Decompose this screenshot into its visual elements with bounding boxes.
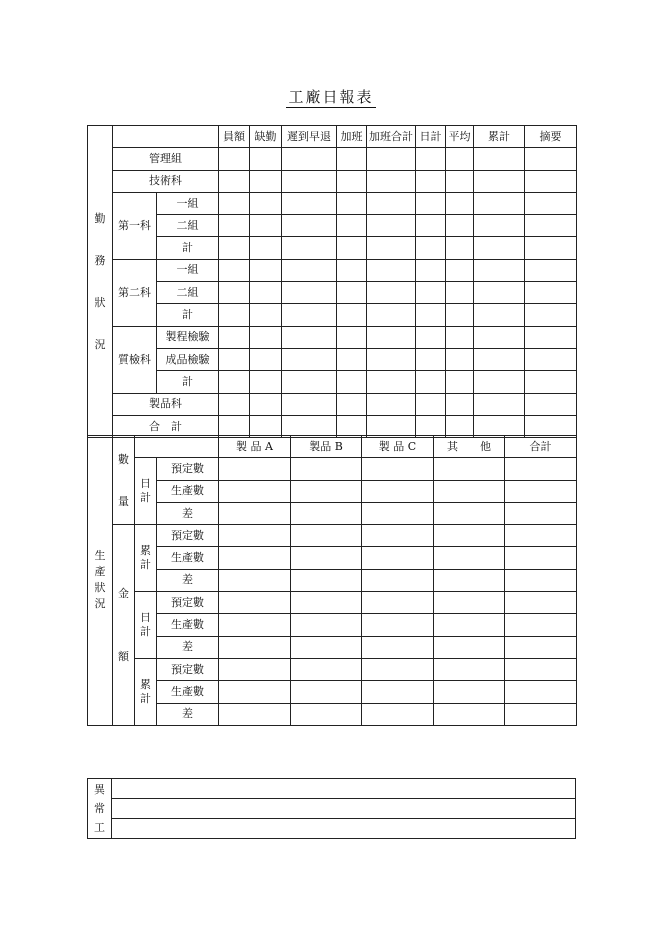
cell[interactable] [525,237,577,259]
cell[interactable] [219,170,250,192]
table-row [88,779,576,799]
cell[interactable] [337,148,367,170]
cell[interactable] [505,614,577,636]
table-row [88,237,577,259]
production-table [87,435,577,726]
row-label-diff: 差 [157,703,219,725]
row-label-group2: 二組 [157,215,219,237]
cell[interactable] [416,304,446,326]
cell[interactable] [291,525,362,547]
cell[interactable] [446,170,474,192]
cell[interactable] [219,502,291,524]
table-row [88,282,577,304]
row-label-planned: 預定數 [157,525,219,547]
cell[interactable] [525,326,577,348]
cell[interactable] [434,569,505,591]
table-row [88,170,577,192]
cell[interactable] [362,502,434,524]
cell[interactable] [434,502,505,524]
cell[interactable] [367,326,416,348]
row-label-planned: 預定數 [157,458,219,480]
qty-daily-label: 日計 [135,458,157,525]
cell[interactable] [505,658,577,680]
cell[interactable] [337,215,367,237]
abnormal-label: 異 常 工 [88,779,112,839]
cell[interactable] [367,170,416,192]
cell[interactable] [337,393,367,415]
cell[interactable] [291,547,362,569]
header-absence: 缺勤 [250,126,282,148]
row-label-planned: 預定數 [157,658,219,680]
cell[interactable] [474,192,525,214]
cell[interactable] [525,393,577,415]
cell[interactable] [219,393,250,415]
cell[interactable] [434,525,505,547]
cell[interactable] [416,237,446,259]
cell[interactable] [446,304,474,326]
cell[interactable] [474,304,525,326]
cell[interactable] [525,282,577,304]
cell[interactable] [250,170,282,192]
table-row [88,547,577,569]
cell[interactable] [250,192,282,214]
cell[interactable] [416,326,446,348]
cell[interactable] [367,282,416,304]
row-label-process-insp: 製程檢驗 [157,326,219,348]
cell[interactable] [291,458,362,480]
table-row [88,480,577,502]
report-title: 工廠日報表 [288,88,374,106]
cell[interactable] [367,148,416,170]
cell[interactable] [505,525,577,547]
cell[interactable] [219,525,291,547]
cell[interactable] [362,636,434,658]
cell[interactable] [474,282,525,304]
table-row [88,636,577,658]
cell[interactable] [525,371,577,393]
row-label-product-insp: 成品檢驗 [157,348,219,370]
row-label-qc: 質檢科 [113,326,157,393]
cell[interactable] [416,371,446,393]
cell[interactable] [250,148,282,170]
cell[interactable] [282,326,337,348]
cell[interactable] [282,237,337,259]
abnormal-line[interactable] [112,799,576,819]
cell[interactable] [446,259,474,281]
cell[interactable] [282,282,337,304]
cell[interactable] [282,259,337,281]
header-other: 其 他 [434,436,505,458]
row-label-produced: 生產數 [157,480,219,502]
table-row [88,525,577,547]
header-late: 遲到早退 [282,126,337,148]
cell[interactable] [505,502,577,524]
amt-cumulative-label: 累計 [135,658,157,725]
cell[interactable] [219,192,250,214]
row-label-subtotal: 計 [157,371,219,393]
cell[interactable] [291,681,362,703]
header-product-a: 製 品 A [219,436,291,458]
cell[interactable] [474,237,525,259]
cell[interactable] [525,170,577,192]
cell[interactable] [250,393,282,415]
cell[interactable] [434,480,505,502]
cell[interactable] [525,215,577,237]
cell[interactable] [219,237,250,259]
header-daily: 日計 [416,126,446,148]
cell[interactable] [446,393,474,415]
header-blank [113,126,219,148]
cell[interactable] [367,215,416,237]
cell[interactable] [291,658,362,680]
cell[interactable] [416,259,446,281]
cell[interactable] [362,569,434,591]
cell[interactable] [362,525,434,547]
cell[interactable] [250,371,282,393]
attendance-section-label: 勤 務 狀 況 [88,126,113,438]
cell[interactable] [337,170,367,192]
cell[interactable] [282,192,337,214]
row-label-sec2: 第二科 [113,259,157,326]
cell[interactable] [474,371,525,393]
row-label-produced: 生產數 [157,681,219,703]
row-label-group2: 二組 [157,282,219,304]
cell[interactable] [367,348,416,370]
production-section-label: 生產狀況 [88,436,113,726]
cell[interactable] [362,592,434,614]
cell[interactable] [337,348,367,370]
cell[interactable] [291,614,362,636]
cell[interactable] [416,282,446,304]
cell[interactable] [219,304,250,326]
cell[interactable] [337,192,367,214]
cell[interactable] [416,148,446,170]
cell[interactable] [282,170,337,192]
row-label-planned: 預定數 [157,592,219,614]
row-label-sec1: 第一科 [113,192,157,259]
cell[interactable] [282,348,337,370]
header-overtime: 加班 [337,126,367,148]
cell[interactable] [367,192,416,214]
header-average: 平均 [446,126,474,148]
cell[interactable] [291,636,362,658]
cell[interactable] [362,703,434,725]
table-row [88,393,577,415]
cell[interactable] [219,348,250,370]
cell[interactable] [219,636,291,658]
cell[interactable] [446,326,474,348]
cell[interactable] [291,703,362,725]
cell[interactable] [362,480,434,502]
table-row [88,458,577,480]
table-row [88,799,576,819]
table-row [88,215,577,237]
cell[interactable] [434,636,505,658]
table-row [88,502,577,524]
cell[interactable] [505,547,577,569]
amount-label: 金 額 [113,525,135,726]
cell[interactable] [434,614,505,636]
cell[interactable] [474,259,525,281]
cell[interactable] [434,703,505,725]
cell[interactable] [505,636,577,658]
cell[interactable] [474,215,525,237]
attendance-header-row [88,126,577,148]
cell[interactable] [446,192,474,214]
table-row [88,681,577,703]
table-row [88,348,577,370]
cell[interactable] [219,326,250,348]
cell[interactable] [250,348,282,370]
cell[interactable] [219,592,291,614]
cell[interactable] [219,658,291,680]
amt-daily-label: 日計 [135,592,157,659]
cell[interactable] [446,348,474,370]
cell[interactable] [446,237,474,259]
cell[interactable] [337,259,367,281]
cell[interactable] [250,304,282,326]
abnormal-line[interactable] [112,779,576,799]
cell[interactable] [362,458,434,480]
abnormal-line[interactable] [112,819,576,839]
header-cumulative: 累計 [474,126,525,148]
cell[interactable] [337,304,367,326]
table-row [88,569,577,591]
cell[interactable] [291,569,362,591]
row-label-group1: 一組 [157,192,219,214]
cell[interactable] [337,282,367,304]
cell[interactable] [505,592,577,614]
cell[interactable] [474,393,525,415]
cell[interactable] [250,282,282,304]
cell[interactable] [474,170,525,192]
cell[interactable] [362,547,434,569]
production-header-row [88,436,577,458]
cell[interactable] [367,304,416,326]
cell[interactable] [525,348,577,370]
cell[interactable] [446,282,474,304]
table-row [88,192,577,214]
row-label-total: 合 計 [113,415,219,437]
cell[interactable] [250,326,282,348]
cell[interactable] [250,259,282,281]
table-row [88,371,577,393]
row-label-subtotal: 計 [157,237,219,259]
header-product-c: 製 品 C [362,436,434,458]
cell[interactable] [219,547,291,569]
row-label-diff: 差 [157,636,219,658]
cell[interactable] [282,371,337,393]
attendance-table [87,125,577,438]
cell[interactable] [434,458,505,480]
cell[interactable] [219,371,250,393]
header-blank [135,436,219,458]
amt-cumulative-label: 累計 [135,525,157,592]
cell[interactable] [219,259,250,281]
cell[interactable] [219,215,250,237]
table-row [88,148,577,170]
row-label-produced: 生產數 [157,547,219,569]
cell[interactable] [434,547,505,569]
cell[interactable] [250,237,282,259]
row-label-group1: 一組 [157,259,219,281]
cell[interactable] [337,237,367,259]
row-label-subtotal: 計 [157,304,219,326]
cell[interactable] [250,215,282,237]
cell[interactable] [446,148,474,170]
cell[interactable] [219,681,291,703]
cell[interactable] [505,480,577,502]
cell[interactable] [525,148,577,170]
cell[interactable] [446,215,474,237]
abnormal-table [87,778,576,839]
cell[interactable] [505,569,577,591]
cell[interactable] [367,259,416,281]
cell[interactable] [362,681,434,703]
cell[interactable] [505,681,577,703]
table-row [88,703,577,725]
cell[interactable] [367,393,416,415]
header-summary: 摘要 [525,126,577,148]
header-staff: 員額 [219,126,250,148]
cell[interactable] [505,458,577,480]
quantity-label: 數 量 [113,436,135,525]
cell[interactable] [367,237,416,259]
cell[interactable] [282,148,337,170]
cell[interactable] [434,592,505,614]
row-label-tech: 技術科 [113,170,219,192]
cell[interactable] [525,259,577,281]
cell[interactable] [282,393,337,415]
header-product-b: 製品 B [291,436,362,458]
cell[interactable] [434,681,505,703]
cell[interactable] [219,282,250,304]
row-label-mgmt: 管理組 [113,148,219,170]
table-row [88,326,577,348]
cell[interactable] [505,703,577,725]
header-total: 合計 [505,436,577,458]
cell[interactable] [219,480,291,502]
table-row [88,658,577,680]
cell[interactable] [219,458,291,480]
cell[interactable] [416,192,446,214]
table-row [88,614,577,636]
cell[interactable] [219,614,291,636]
header-overtime-total: 加班合計 [367,126,416,148]
cell[interactable] [367,371,416,393]
row-label-product-sec: 製品科 [113,393,219,415]
cell[interactable] [416,393,446,415]
cell[interactable] [219,148,250,170]
cell[interactable] [416,170,446,192]
cell[interactable] [434,658,505,680]
row-label-diff: 差 [157,569,219,591]
cell[interactable] [416,348,446,370]
cell[interactable] [291,592,362,614]
table-row [88,819,576,839]
cell[interactable] [474,326,525,348]
cell[interactable] [474,148,525,170]
cell[interactable] [291,480,362,502]
cell[interactable] [446,371,474,393]
cell[interactable] [219,569,291,591]
row-label-produced: 生產數 [157,614,219,636]
cell[interactable] [219,703,291,725]
cell[interactable] [282,304,337,326]
table-row [88,259,577,281]
table-row [88,304,577,326]
cell[interactable] [291,502,362,524]
table-row [88,592,577,614]
cell[interactable] [282,215,337,237]
cell[interactable] [525,192,577,214]
cell[interactable] [337,371,367,393]
cell[interactable] [362,658,434,680]
cell[interactable] [474,348,525,370]
cell[interactable] [525,304,577,326]
cell[interactable] [337,326,367,348]
cell[interactable] [362,614,434,636]
cell[interactable] [416,215,446,237]
row-label-diff: 差 [157,502,219,524]
